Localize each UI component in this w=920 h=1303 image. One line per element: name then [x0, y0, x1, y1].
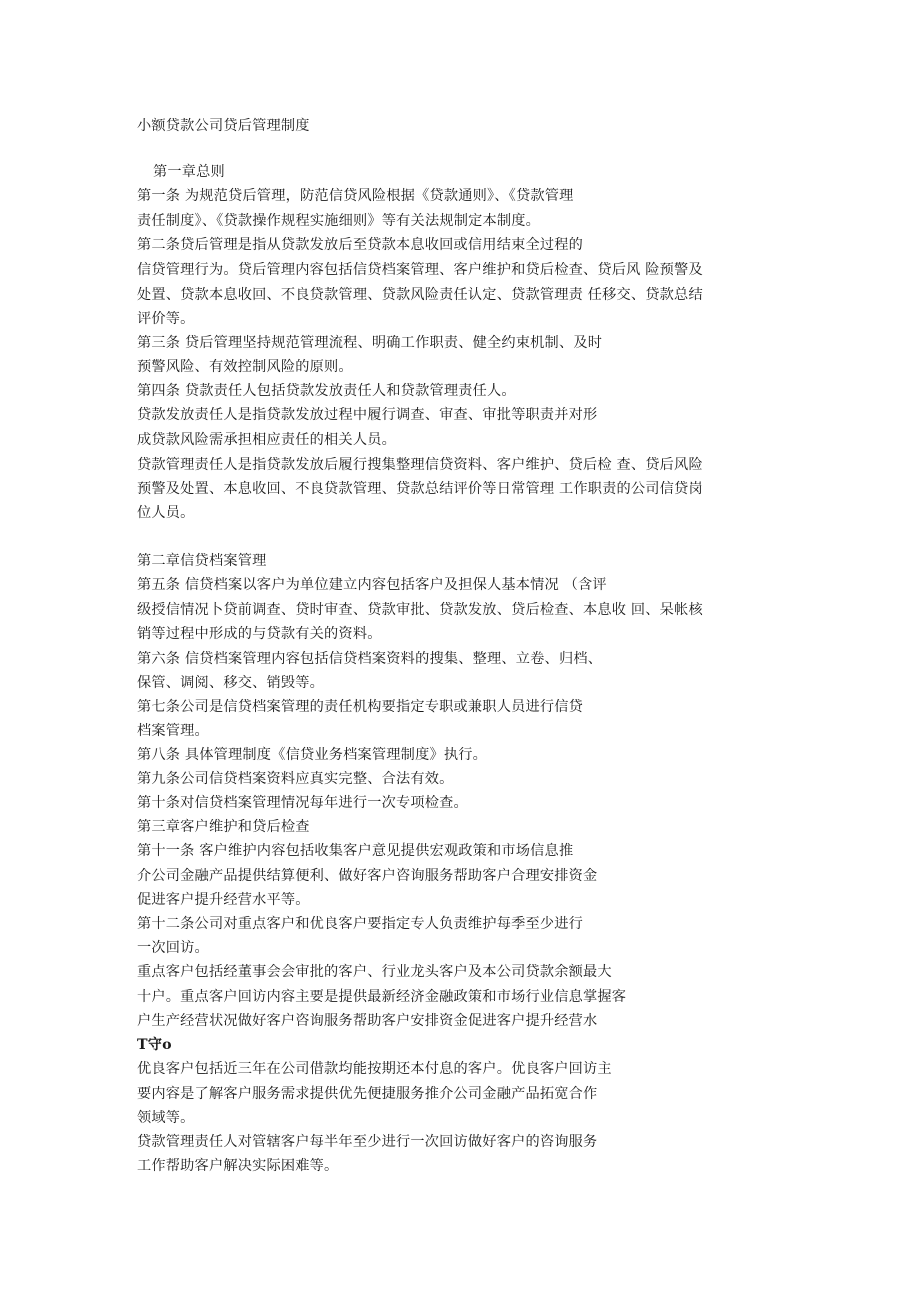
text-line: 贷款管理责任人对管辖客户每半年至少进行一次回访做好客户的咨询服务 — [137, 1134, 598, 1150]
text-line: 贷款管理责任人是指贷款发放后履行搜集整理信贷资料、客户维护、贷后检 查、贷后风险 — [137, 457, 703, 473]
text-line: 领域等。 — [137, 1110, 195, 1126]
text-line: 保管、调阅、移交、销毁等。 — [137, 675, 325, 691]
text-line: T守o — [137, 1037, 172, 1053]
text-line: 评价等。 — [137, 311, 195, 327]
text-line: 户生产经营状况做好客户咨询服务帮助客户安排资金促进客户提升经营水 — [137, 1013, 598, 1029]
text-line: 预警及处置、本息收回、不良贷款管理、贷款总结评价等日常管理 工作职责的公司信贷岗 — [137, 481, 703, 497]
text-line: 介公司金融产品提供结算便利、做好客户咨询服务帮助客户合理安排资金 — [137, 868, 598, 884]
chapter-heading: 第二章信贷档案管理 — [137, 553, 267, 569]
text-line: 第七条公司是信贷档案管理的责任机构要指定专职或兼职人员进行信贷 — [137, 699, 584, 715]
text-line: 第八条 具体管理制度《信贷业务档案管理制度》执行。 — [137, 747, 488, 763]
text-line: 一次回访。 — [137, 940, 209, 956]
text-line: 第九条公司信贷档案资料应真实完整、合法有效。 — [137, 771, 454, 787]
text-line: 要内容是了解客户服务需求提供优先便捷服务推介公司金融产品拓宽合作 — [137, 1086, 598, 1102]
text-line: 位人员。 — [137, 505, 195, 521]
chapter-heading: 第一章总则 — [153, 164, 225, 180]
document-title: 小额贷款公司贷后管理制度 — [137, 118, 310, 134]
text-line: 处置、贷款本息收回、不良贷款管理、贷款风险责任认定、贷款管理责 任移交、贷款总结 — [137, 287, 703, 303]
text-line: 第十二条公司对重点客户和优良客户要指定专人负责维护每季至少进行 — [137, 916, 584, 932]
text-line: 十户。重点客户回访内容主要是提供最新经济金融政策和市场行业信息掌握客 — [137, 989, 627, 1005]
text-line: 第二条贷后管理是指从贷款发放后至贷款本息收回或信用结束全过程的 — [137, 237, 584, 253]
text-line: 促进客户提升经营水平等。 — [137, 892, 310, 908]
text-line: 第一条 为规范贷后管理，防范信贷风险根据《贷款通则》、《贷款管理 — [137, 188, 574, 204]
text-line: 责任制度》、《贷款操作规程实施细则》等有关法规制定本制度。 — [137, 213, 541, 229]
text-line: 贷款发放责任人是指贷款发放过程中履行调查、审查、审批等职责并对形 — [137, 407, 598, 423]
text-line: 第四条 贷款责任人包括贷款发放责任人和贷款管理责任人。 — [137, 383, 516, 399]
text-line: 级授信情况卜贷前调查、贷时审查、贷款审批、贷款发放、贷后检查、本息收 回、呆帐核 — [137, 602, 703, 618]
text-line: 优良客户包括近三年在公司借款均能按期还本付息的客户。优良客户回访主 — [137, 1061, 612, 1077]
text-line: 第五条 信贷档案以客户为单位建立内容包括客户及担保人基本情况 （含评 — [137, 577, 607, 593]
text-line: 预警风险、有效控制风险的原则。 — [137, 359, 353, 375]
text-line: 成贷款风险需承担相应责任的相关人员。 — [137, 432, 396, 448]
chapter-heading: 第三章客户维护和贷后检查 — [137, 819, 310, 835]
text-line: 重点客户包括经董事会会审批的客户、行业龙头客户及本公司贷款余额最大 — [137, 964, 612, 980]
text-line: 工作帮助客户解决实际困难等。 — [137, 1158, 339, 1174]
text-line: 第三条 贷后管理坚持规范管理流程、明确工作职责、健全约束机制、及时 — [137, 335, 603, 351]
text-line: 第十条对信贷档案管理情况每年进行一次专项检查。 — [137, 795, 468, 811]
text-line: 第十一条 客户维护内容包括收集客户意见提供宏观政策和市场信息推 — [137, 843, 574, 859]
text-line: 销等过程中形成的与贷款有关的资料。 — [137, 626, 382, 642]
text-line: 信贷管理行为。贷后管理内容包括信贷档案管理、客户维护和贷后检查、贷后风 险预警及 — [137, 262, 703, 278]
text-line: 第六条 信贷档案管理内容包括信贷档案资料的搜集、整理、立卷、归档、 — [137, 651, 603, 667]
text-line: 档案管理。 — [137, 723, 209, 739]
